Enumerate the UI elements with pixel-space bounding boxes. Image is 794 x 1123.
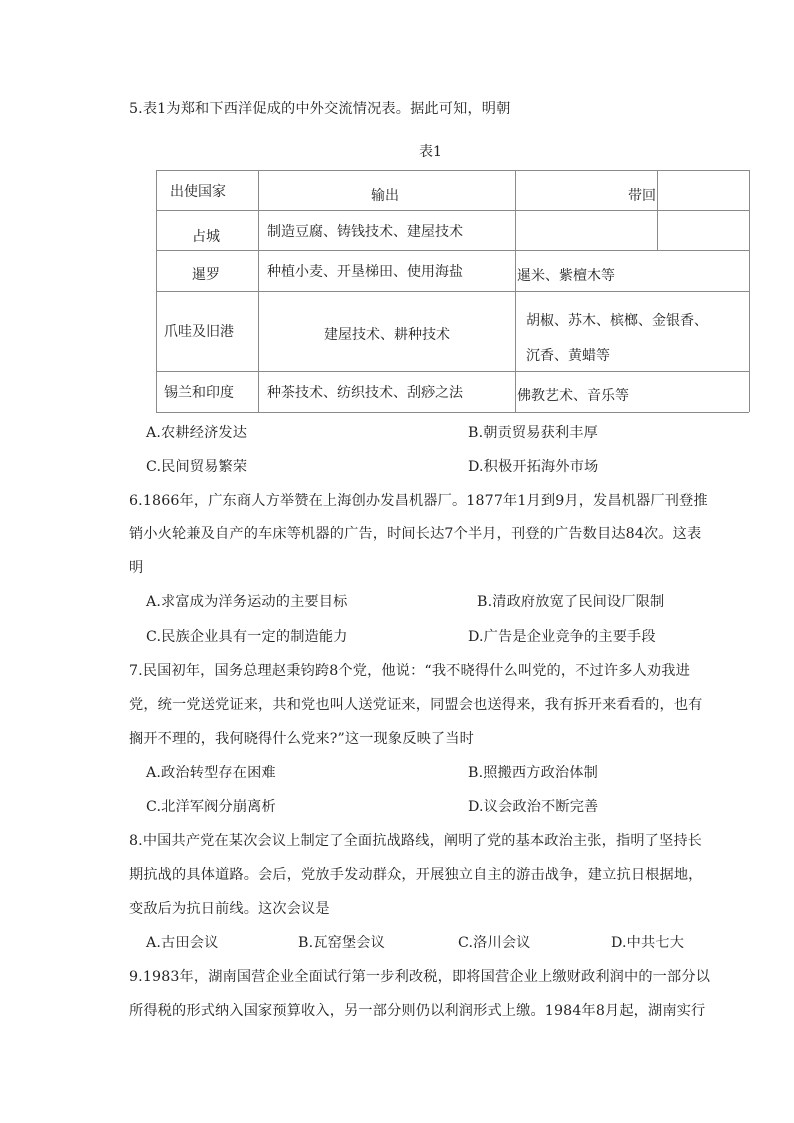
q8-stem-line1: 8.中国共产党在某次会议上制定了全面抗战路线，阐明了党的基本政治主张，指明了坚持长 [129,833,703,849]
header-export: 输出 [371,188,399,204]
q5-option-b[interactable]: B.朝贡贸易获利丰厚 [468,425,598,441]
exchange-table [156,170,749,412]
row2-country: 暹罗 [192,267,220,283]
row2-import: 暹米、紫檀木等 [517,268,615,284]
q6-option-c[interactable]: C.民族企业具有一定的制造能力 [146,629,348,645]
q7-option-c[interactable]: C.北洋军阀分崩离析 [146,799,276,815]
table-title: 表1 [419,144,442,160]
q5-stem: 5.表1为郑和下西洋促成的中外交流情况表。据此可知，明朝 [129,101,511,117]
q8-option-a[interactable]: A.古田会议 [146,935,219,951]
q7-stem-line1: 7.民国初年，国务总理赵秉钧跨8个党，他说：“我不晓得什么叫党的，不过许多人劝我进 [129,663,690,679]
q7-option-a[interactable]: A.政治转型存在困难 [146,765,276,781]
q9-stem-line1: 9.1983年，湖南国营企业全面试行第一步利改税，即将国营企业上缴财政利润中的一部分以 [129,969,711,985]
q7-option-b[interactable]: B.照搬西方政治体制 [468,765,598,781]
row4-country: 锡兰和印度 [164,385,234,401]
q8-stem-line3: 变敌后为抗日前线。这次会议是 [129,901,330,917]
row2-export: 种植小麦、开垦梯田、使用海盐 [267,264,463,280]
q6-stem-line3: 明 [129,560,144,576]
q9-stem-line2: 所得税的形式纳入国家预算收入，另一部分则仍以利润形式上缴。1984年8月起，湖南实行 [129,1003,706,1019]
q6-stem-line1: 6.1866年，广东商人方举赞在上海创办发昌机器厂。1877年1月到9月，发昌机器厂刊登推 [129,493,708,509]
q8-option-d[interactable]: D.中共七大 [611,935,685,951]
header-country: 出使国家 [170,184,226,200]
q7-stem-line3: 搁开不理的，我何晓得什么党来?”这一现象反映了当时 [129,731,474,747]
q6-option-b[interactable]: B.清政府放宽了民间设厂限制 [477,594,665,610]
q5-option-a[interactable]: A.农耕经济发达 [146,425,248,441]
q6-option-a[interactable]: A.求富成为洋务运动的主要目标 [146,594,348,610]
row3-import-line1: 胡椒、苏木、槟榔、金银香、 [526,313,708,329]
row4-import: 佛教艺术、音乐等 [517,388,629,404]
q6-option-d[interactable]: D.广告是企业竞争的主要手段 [468,629,656,645]
q5-option-d[interactable]: D.积极开拓海外市场 [468,459,599,475]
q7-option-d[interactable]: D.议会政治不断完善 [468,799,599,815]
q5-option-c[interactable]: C.民间贸易繁荣 [146,459,248,475]
q8-option-b[interactable]: B.瓦窑堡会议 [298,935,385,951]
row4-export: 种茶技术、纺织技术、刮痧之法 [267,385,463,401]
q8-stem-line2: 期抗战的具体道路。会后，党放手发动群众，开展独立自主的游击战争，建立抗日根据地， [129,867,703,883]
row3-export: 建屋技术、耕种技术 [324,327,450,343]
row3-import-line2: 沉香、黄蜡等 [526,348,610,364]
q7-stem-line2: 党，统一党送党证来，共和党也叫人送党证来，同盟会也送得来，我有拆开来看看的，也有 [129,697,703,713]
row1-country: 占城 [192,229,220,245]
row3-country: 爪哇及旧港 [164,324,234,340]
row1-export: 制造豆腐、铸钱技术、建屋技术 [267,224,463,240]
q6-stem-line2: 销小火轮兼及自产的车床等机器的广告，时间长达7个半月，刊登的广告数目达84次。这表 [129,526,702,542]
q8-option-c[interactable]: C.洛川会议 [458,935,531,951]
header-import: 带回 [628,188,656,204]
